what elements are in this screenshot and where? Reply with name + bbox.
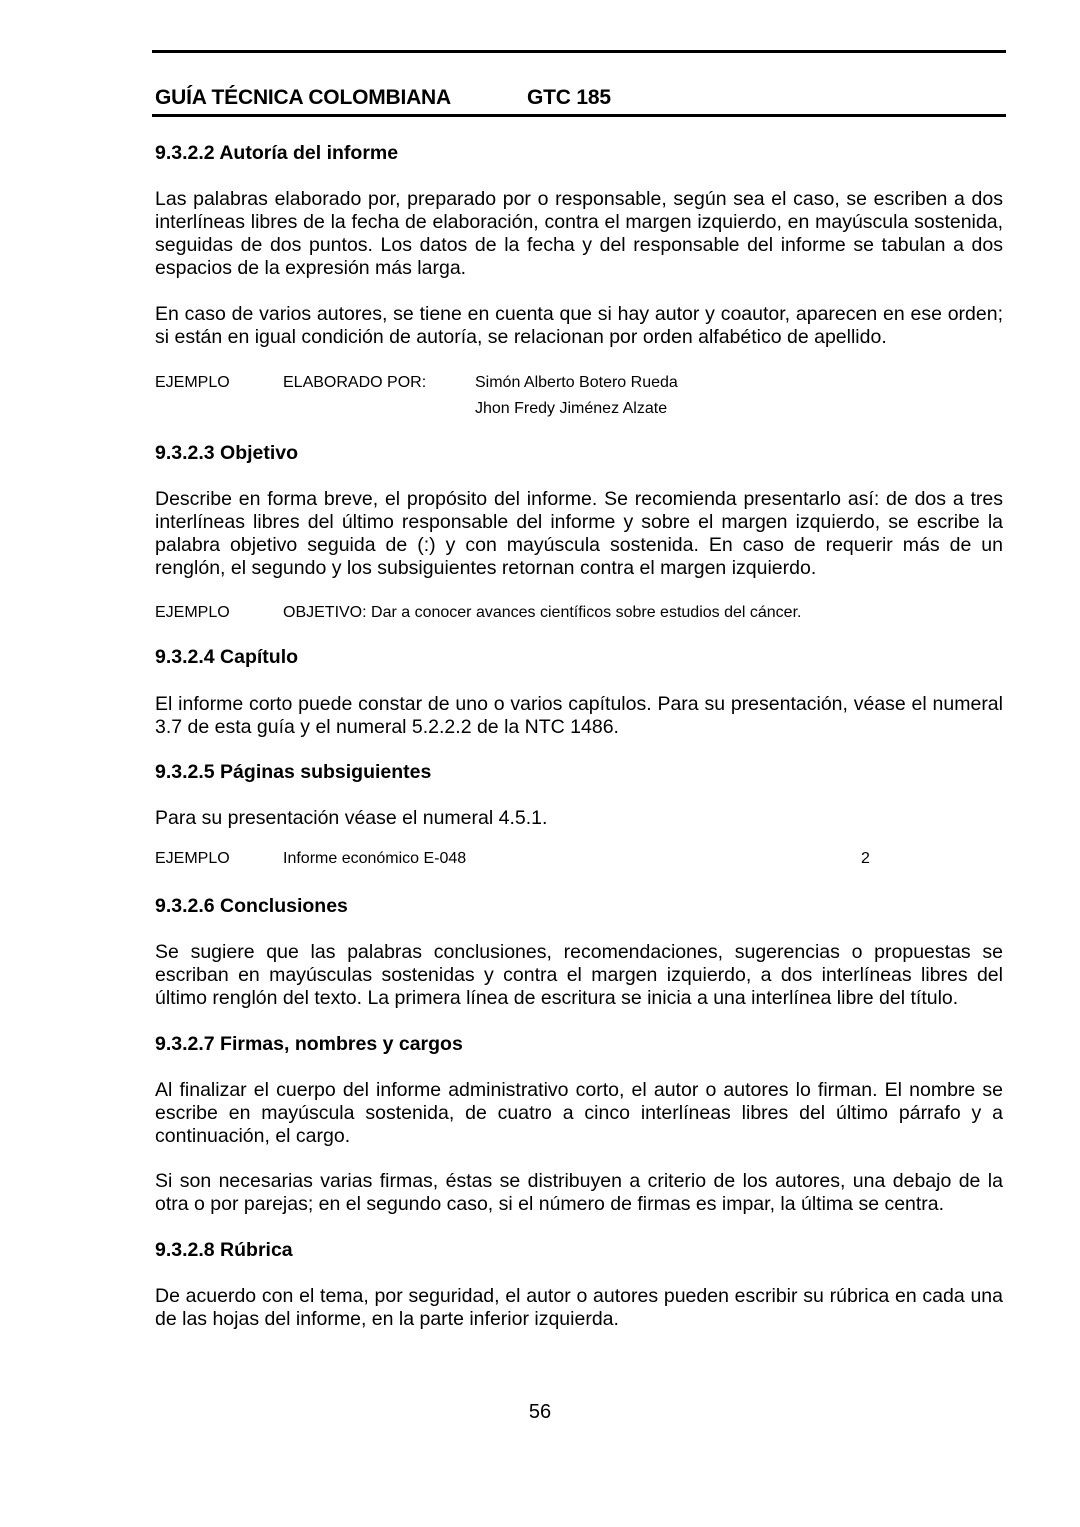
document-title: GUÍA TÉCNICA COLOMBIANA: [155, 86, 451, 109]
example-text: Informe económico E-048: [283, 850, 467, 867]
header-bottom-rule: [152, 114, 1006, 117]
header-top-rule: [152, 50, 1006, 53]
paragraph: Si son necesarias varias firmas, éstas se distribuyen a criterio de los autores, una debajo de la otra o por parejas; en el segundo caso, si el número de firmas es impar, la última se centra.: [155, 1170, 1003, 1215]
section-heading: 9.3.2.6 Conclusiones: [155, 895, 348, 917]
section-heading: 9.3.2.4 Capítulo: [155, 646, 299, 668]
author-name: Jhon Fredy Jiménez Alzate: [475, 400, 668, 417]
document-code: GTC 185: [527, 86, 611, 109]
example-label: EJEMPLO: [155, 604, 230, 621]
section-heading: 9.3.2.2 Autoría del informe: [155, 142, 399, 164]
paragraph: Para su presentación véase el numeral 4.5.1.: [155, 807, 548, 829]
paragraph: Las palabras elaborado por, preparado por o responsable, según sea el caso, se escriben a dos interlíneas libres de la fecha de elaboración, contra el margen izquierdo, en mayúscula sostenida, seguidas de dos puntos. Los datos de la fecha y del responsable del informe se tabulan a dos espacios de la expresión más larga.: [155, 188, 1003, 279]
paragraph: El informe corto puede constar de uno o varios capítulos. Para su presentación, véase el numeral 3.7 de esta guía y el numeral 5.2.2.2 de la NTC 1486.: [155, 693, 1003, 738]
example-field: ELABORADO POR:: [283, 374, 427, 391]
example-page-number: 2: [861, 850, 870, 867]
paragraph: Se sugiere que las palabras conclusiones, recomendaciones, sugerencias o propuestas se escriban en mayúsculas sostenidas y contra el margen izquierdo, a dos interlíneas libres del último renglón del texto. La primera línea de escritura se inicia a una interlínea libre del título.: [155, 941, 1003, 1009]
paragraph: Al finalizar el cuerpo del informe administrativo corto, el autor o autores lo firman. El nombre se escribe en mayúscula sostenida, de cuatro a cinco interlíneas libres del último párrafo y a continuación, el cargo.: [155, 1079, 1003, 1147]
section-heading: 9.3.2.8 Rúbrica: [155, 1239, 293, 1261]
page-number: 56: [528, 1401, 552, 1423]
paragraph: Describe en forma breve, el propósito del informe. Se recomienda presentarlo así: de dos a tres interlíneas libres del último responsable del informe y sobre el margen izquierdo, se escribe la palabra objetivo seguida de (:) y con mayúscula sostenida. En caso de requerir más de un renglón, el segundo y los subsiguientes retornan contra el margen izquierdo.: [155, 488, 1003, 579]
paragraph: De acuerdo con el tema, por seguridad, el autor o autores pueden escribir su rúbrica en cada una de las hojas del informe, en la parte inferior izquierda.: [155, 1285, 1003, 1330]
section-heading: 9.3.2.7 Firmas, nombres y cargos: [155, 1033, 463, 1055]
section-heading: 9.3.2.3 Objetivo: [155, 442, 299, 464]
example-label: EJEMPLO: [155, 374, 230, 391]
example-label: EJEMPLO: [155, 850, 230, 867]
paragraph: En caso de varios autores, se tiene en cuenta que si hay autor y coautor, aparecen en ese orden; si están en igual condición de autoría, se relacionan por orden alfabético de apellido.: [155, 303, 1003, 348]
section-heading: 9.3.2.5 Páginas subsiguientes: [155, 761, 432, 783]
author-name: Simón Alberto Botero Rueda: [475, 374, 678, 391]
example-text: OBJETIVO: Dar a conocer avances científicos sobre estudios del cáncer.: [283, 604, 802, 621]
